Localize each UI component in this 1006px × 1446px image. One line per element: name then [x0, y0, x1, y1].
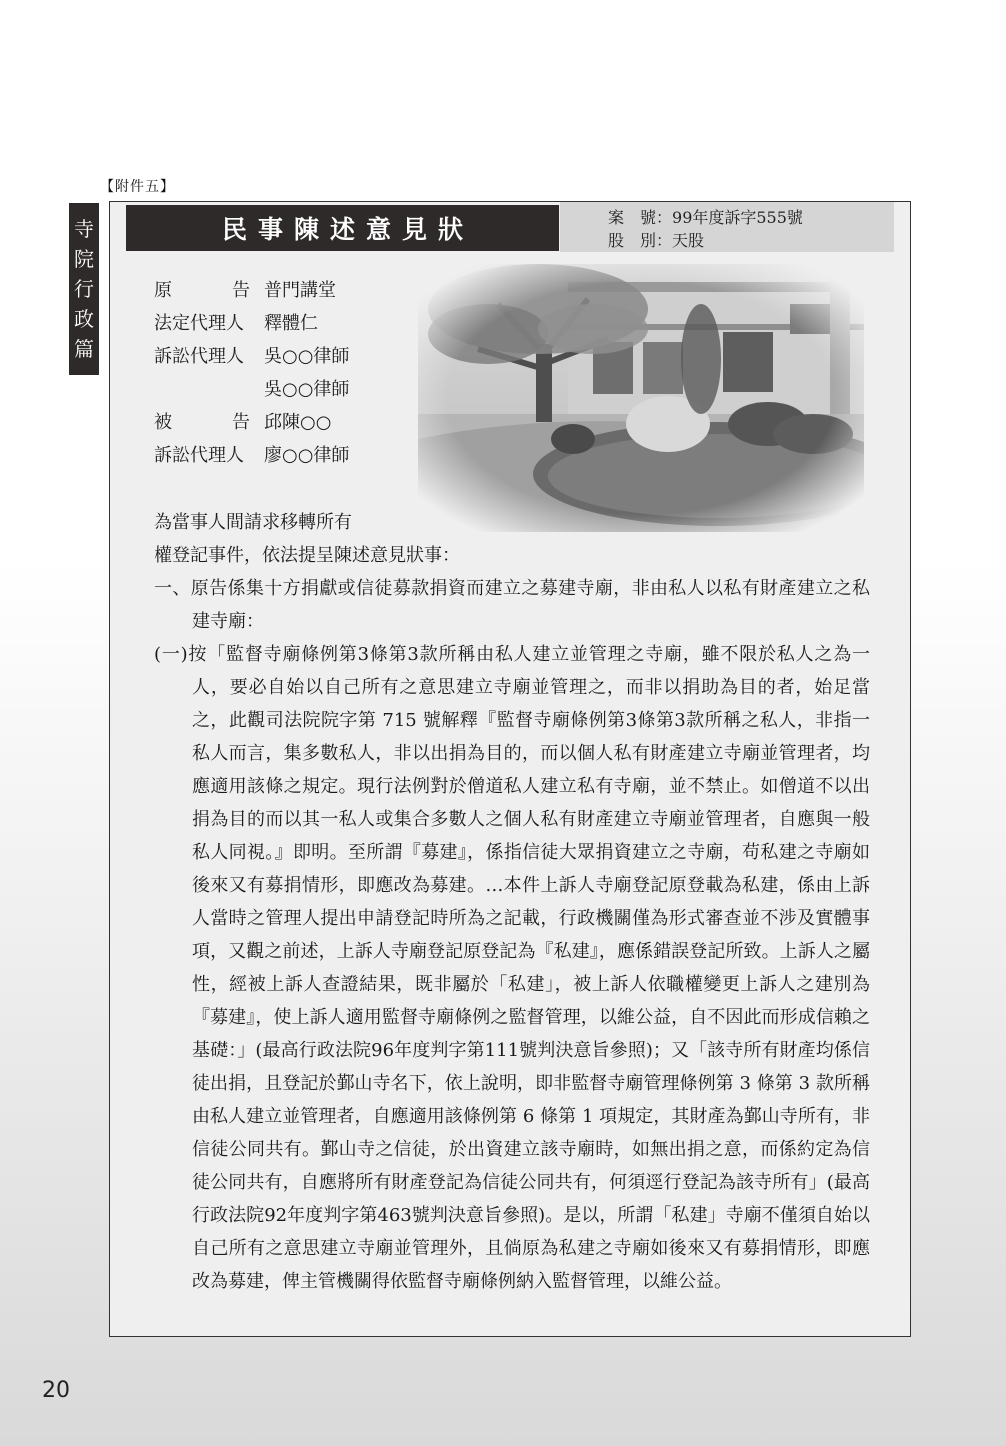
title-bar [126, 205, 559, 251]
section-tab-char: 院 [74, 247, 94, 271]
division-value: 天股 [672, 231, 705, 250]
party-row [154, 439, 349, 472]
party-role: 被 告 [154, 412, 250, 433]
party-name: 廖○○律師 [264, 445, 350, 466]
section-tab-char: 行 [74, 277, 94, 301]
party-row [154, 373, 349, 406]
case-number-line [608, 205, 803, 228]
party-role [154, 373, 250, 406]
party-role: 法定代理人 [154, 313, 244, 334]
intro-statement [154, 506, 874, 572]
section-tab [69, 203, 99, 375]
party-name: 普門講堂 [264, 280, 336, 301]
party-row [154, 406, 349, 439]
case-number-value: 99年度訴字555號 [672, 208, 803, 227]
party-row [154, 274, 349, 307]
party-role: 原 告 [154, 280, 250, 301]
section-tab-char: 篇 [74, 337, 94, 361]
party-name: 邱陳○○ [264, 412, 332, 433]
temple-garden-photo [418, 264, 864, 532]
point-one: 一、原告係集十方捐獻或信徒募款捐資而建立之募建寺廟，非由私人以私有財產建立之私建寺廟： [154, 578, 870, 632]
statement-body [154, 572, 870, 1298]
attachment-label: 【附件五】 [100, 179, 175, 195]
sub-point-one: (一)按「監督寺廟條例第3條第3款所稱由私人建立並管理之寺廟，雖不限於私人之為一人，要必自始以自己所有之意思建立寺廟並管理之，而非以捐助為目的者，始足當之，此觀司法院院字第 715 號解釋『監督寺廟條例第3條第3款所稱之私人，非指一私人而言，集多數私人，非以出捐為目的，而以個人私有財產建立寺廟並管理者，均應適用該條之規定。現行法例對於僧道私人建立私有寺廟，並不禁止。如僧道不以出捐為目的而以其一私人或集合多數人之個人私有財產建立寺廟並管理者，自應與一般私人同視。』即明。至所謂『募建』，係指信徒大眾捐資建立之寺廟，苟私建之寺廟如後來又有募捐情形，即應改為募建。…本件上訴人寺廟登記原登載為私建，係由上訴人當時之管理人提出申請登記時所為之記載，行政機關僅為形式審查並不涉及實體事項，又觀之前述，上訴人寺廟登記原登記為『私建』，應係錯誤登記所致。上訴人之屬性，經被上訴人查證結果，既非屬於「私建」，被上訴人依職權變更上訴人之建別為『募建』，使上訴人適用監督寺廟條例之監督管理，以維公益，自不因此而形成信賴之基礎：」(最高行政法院96年度判字第111號判決意旨參照)；又「該寺所有財產均係信徒出捐，且登記於鄞山寺名下，依上說明，即非監督寺廟管理條例第 3 條第 3 款所稱由私人建立並管理者，自應適用該條例第 6 條第 1 項規定，其財產為鄞山寺所有，非信徒公同共有。鄞山寺之信徒，於出資建立該寺廟時，如無出捐之意，而係約定為信徒公同共有，自應將所有財產登記為信徒公同共有，何須逕行登記為該寺所有」(最高行政法院92年度判字第463號判決意旨參照)。是以，所謂「私建」寺廟不僅須自始以自己所有之意思建立寺廟並管理外，且倘原為私建之寺廟如後來又有募捐情形，即應改為募建，俾主管機關得依監督寺廟條例納入監督管理，以維公益。 [154, 644, 870, 1292]
party-name: 釋體仁 [264, 313, 318, 334]
division-line [608, 228, 704, 251]
section-tab-char: 政 [74, 307, 94, 331]
case-number-label: 案 號： [608, 208, 673, 227]
division-label: 股 別： [608, 231, 673, 250]
party-row [154, 340, 349, 373]
section-tab-char: 寺 [74, 217, 94, 241]
party-name: 吳○○律師 [264, 346, 350, 367]
case-info-box [560, 202, 894, 252]
page-number: 20 [42, 1378, 70, 1403]
intro-line: 權登記事件，依法提呈陳述意見狀事： [154, 545, 460, 566]
party-name: 吳○○律師 [264, 379, 350, 400]
intro-line: 為當事人間請求移轉所有 [154, 512, 352, 533]
document-title: 民事陳述意見狀 [221, 215, 474, 244]
party-row [154, 307, 349, 340]
party-role: 訴訟代理人 [154, 445, 244, 466]
party-role: 訴訟代理人 [154, 346, 244, 367]
party-list [154, 274, 349, 472]
